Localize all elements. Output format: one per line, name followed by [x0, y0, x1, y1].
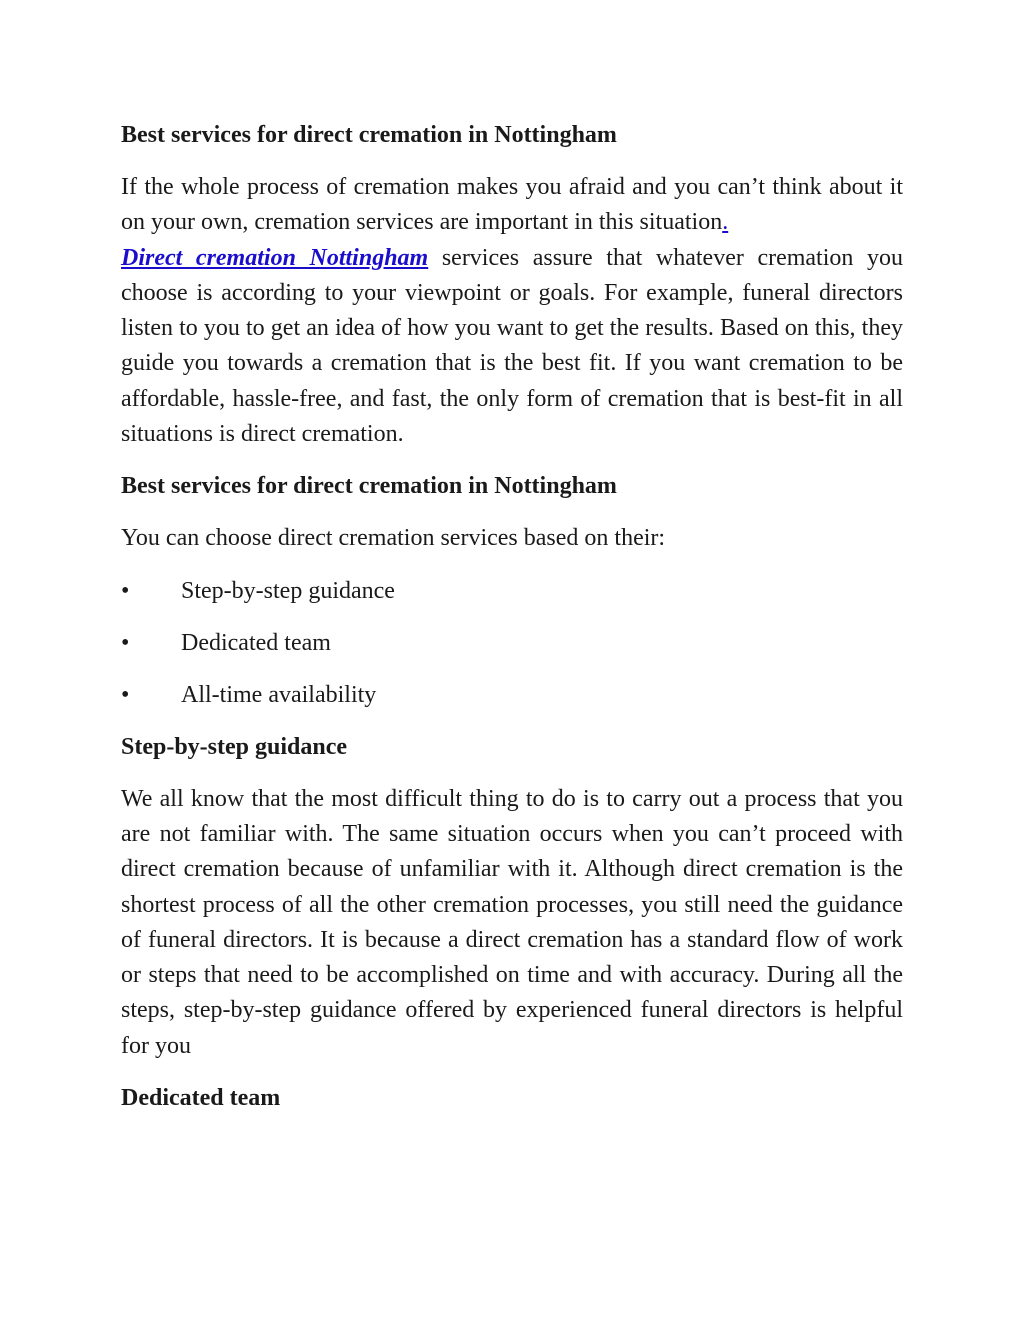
list-item — [121, 574, 903, 609]
bullet-icon: • — [121, 681, 130, 708]
intro-text-after-link: services assure that whatever cremation you choose is according to your viewpoint or goals. For example, funeral directors listen to you to get an idea of how you want to get the results. Based on this, they guide you towards a cremation that is the best fit. If you want cremation to be affordable, hassle-free, and fast, the only form of cremation that is best-fit in all situations is direct cremation. — [121, 244, 903, 448]
list-item — [121, 626, 903, 661]
list-item-label: Step-by-step guidance — [181, 577, 395, 604]
intro-paragraph — [121, 170, 903, 452]
list-item — [121, 678, 903, 713]
list-item-label: All-time availability — [181, 681, 377, 708]
link-dot[interactable]: . — [722, 209, 729, 236]
bullet-icon: • — [121, 629, 130, 656]
services-bullet-list — [121, 574, 903, 713]
section-heading-services: Best services for direct cremation in Nottingham — [121, 473, 617, 500]
document-page — [121, 118, 903, 1133]
services-intro-paragraph: You can choose direct cremation services based on their: — [121, 525, 666, 552]
section-heading-intro: Best services for direct cremation in Nottingham — [121, 122, 617, 148]
direct-cremation-nottingham-link[interactable]: Direct cremation Nottingham — [121, 244, 429, 271]
section-heading-guidance: Step-by-step guidance — [121, 733, 348, 760]
guidance-paragraph: We all know that the most difficult thing to do is to carry out a process that you are not familiar with. The same situation occurs when you can’t proceed with direct cremation because of unfamiliar with it. Although direct cremation is the shortest process of all the other cremation processes, you still need the guidance of funeral directors. It is because a direct cremation has a standard flow of work or steps that need to be accomplished on time and with accuracy. During all the steps, step-by-step guidance offered by experienced funeral directors is helpful for you — [121, 785, 903, 1059]
list-item-label: Dedicated team — [181, 629, 331, 656]
section-heading-dedicated-team: Dedicated team — [121, 1085, 281, 1112]
intro-text-before-link: If the whole process of cremation makes you afraid and you can’t think about it on your own, cremation services are important in this situation — [121, 174, 903, 236]
bullet-icon: • — [121, 577, 130, 604]
